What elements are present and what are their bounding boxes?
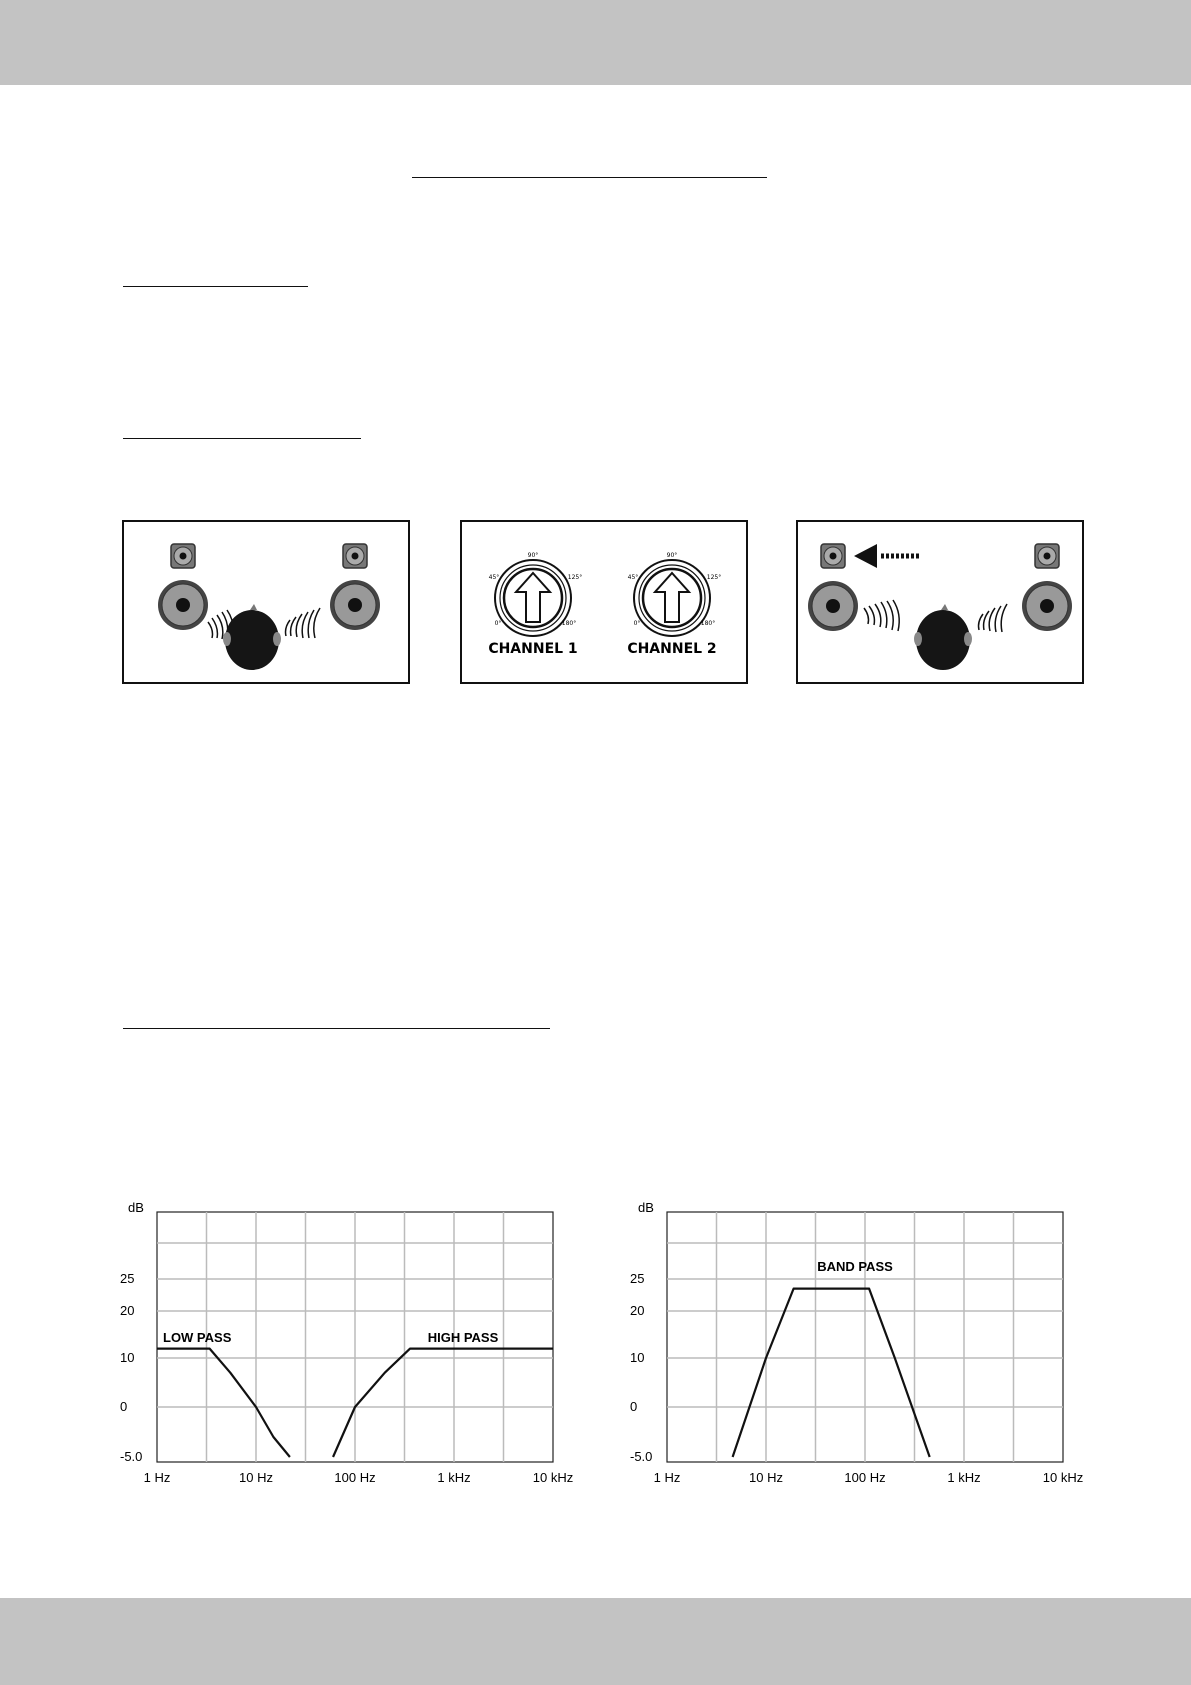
x-tick-label: 100 Hz bbox=[334, 1470, 376, 1485]
bottom-banner bbox=[0, 1598, 1191, 1685]
series-label: BAND PASS bbox=[817, 1259, 893, 1274]
y-tick-label: 25 bbox=[630, 1271, 645, 1286]
woofer-icon bbox=[1022, 581, 1072, 631]
speaker-delay-drawing bbox=[798, 522, 1082, 682]
y-tick-label: -5.0 bbox=[120, 1449, 143, 1464]
y-tick-label: 10 bbox=[120, 1350, 135, 1365]
dial-tick-45: 45° bbox=[488, 574, 500, 581]
speaker-delay-illustration bbox=[796, 520, 1084, 684]
filter-response-chart-low-high bbox=[120, 1195, 600, 1495]
title-underline bbox=[412, 177, 767, 178]
x-tick-label: 10 Hz bbox=[239, 1470, 273, 1485]
y-tick-label: 25 bbox=[120, 1271, 135, 1286]
y-tick-label: 20 bbox=[120, 1303, 135, 1318]
woofer-icon bbox=[330, 580, 380, 630]
listener-head-icon bbox=[223, 604, 281, 670]
series-label: LOW PASS bbox=[163, 1330, 232, 1345]
y-tick-label: 0 bbox=[120, 1399, 128, 1414]
channel-2-label: CHANNEL 2 bbox=[627, 641, 717, 657]
tweeter-icon bbox=[171, 544, 195, 568]
dial-tick-125: 125° bbox=[567, 574, 583, 581]
phase-dial bbox=[488, 552, 582, 657]
phase-dial bbox=[627, 552, 721, 657]
section-heading-underline-3 bbox=[123, 1028, 550, 1029]
speaker-listener-illustration bbox=[122, 520, 410, 684]
x-tick-label: 1 kHz bbox=[437, 1470, 471, 1485]
series-label: HIGH PASS bbox=[427, 1330, 499, 1345]
y-axis-label: dB bbox=[638, 1200, 654, 1215]
y-tick-label: 0 bbox=[630, 1399, 638, 1414]
dial-tick-180: 180° bbox=[700, 620, 716, 627]
dial-tick-45: 45° bbox=[627, 574, 639, 581]
speaker-listener-drawing bbox=[124, 522, 408, 682]
section-heading-underline-1 bbox=[123, 286, 308, 287]
listener-head-icon bbox=[914, 604, 972, 670]
x-tick-label: 10 kHz bbox=[532, 1470, 574, 1485]
dial-tick-90: 90° bbox=[666, 552, 678, 559]
section-heading-underline-2 bbox=[123, 438, 361, 439]
x-tick-label: 1 kHz bbox=[947, 1470, 981, 1485]
arrow-left-icon bbox=[854, 544, 921, 568]
filter-response-chart-band bbox=[630, 1195, 1110, 1495]
phase-dials-illustration bbox=[460, 520, 748, 684]
woofer-icon bbox=[808, 581, 858, 631]
dial-tick-125: 125° bbox=[706, 574, 722, 581]
channel-1-label: CHANNEL 1 bbox=[488, 641, 578, 657]
dial-tick-90: 90° bbox=[527, 552, 539, 559]
tweeter-icon bbox=[821, 544, 845, 568]
tweeter-icon bbox=[1035, 544, 1059, 568]
y-axis-label: dB bbox=[128, 1200, 144, 1215]
y-tick-label: 20 bbox=[630, 1303, 645, 1318]
y-tick-label: 10 bbox=[630, 1350, 645, 1365]
x-tick-label: 10 kHz bbox=[1042, 1470, 1084, 1485]
dial-tick-0: 0° bbox=[633, 620, 641, 627]
phase-dials-drawing bbox=[462, 522, 746, 682]
x-tick-label: 1 Hz bbox=[653, 1470, 681, 1485]
dial-tick-0: 0° bbox=[494, 620, 502, 627]
dial-tick-180: 180° bbox=[561, 620, 577, 627]
x-tick-label: 100 Hz bbox=[844, 1470, 886, 1485]
tweeter-icon bbox=[343, 544, 367, 568]
x-tick-label: 10 Hz bbox=[749, 1470, 783, 1485]
x-tick-label: 1 Hz bbox=[143, 1470, 171, 1485]
woofer-icon bbox=[158, 580, 208, 630]
top-banner bbox=[0, 0, 1191, 85]
y-tick-label: -5.0 bbox=[630, 1449, 653, 1464]
